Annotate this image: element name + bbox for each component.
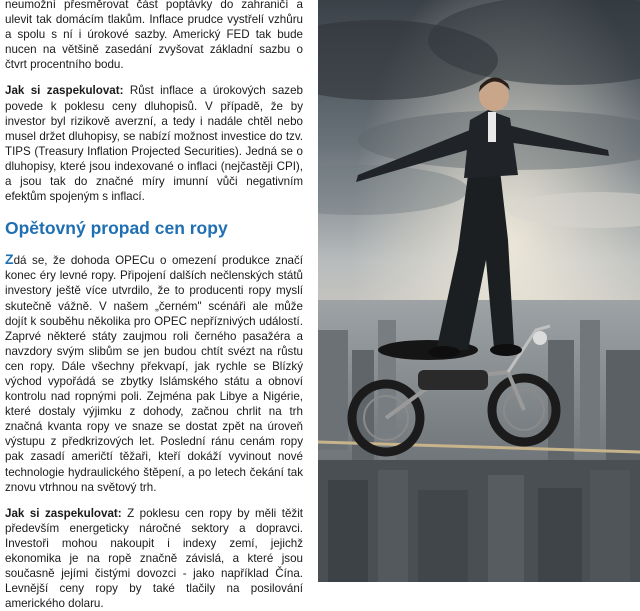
speculate-text-1: Růst inflace a úrokových sazeb povede k poklesu ceny dluhopisů. V případě, že by investor byl rizikově averzní, a tedy i nadále chtěl nebo musel držet dluhopisy, se nabízí možnost investice do tzv. TIPS (Treasury Inflation Projected Securities). Jedná se o dluhopisy, které jsou indexované o inflaci (nejčastěji CPI), a jsou tak do značné míry imunní vůči negativním efektům spojeným s inflací. <box>5 84 303 204</box>
oil-text: dá se, že dohoda OPECu o omezení produkce značí konec éry levné ropy. Připojení dalších nečlenských států investory ještě více utvrdilo, že to producenti ropy myslí skutečně vážně. V našem „černém" scénáři ale může dojít k souběhu několika pro OPEC nepříznivých událostí. Zaprvé některé státy zaujmou roli černého pasažéra a navzdory svým slibům se jen budou chtít svézt na růstu cen ropy. Dále všechny překvapí, jak rychle se Blízký východ vypořádá se zbytky Islámského státu a obnoví kontrolu nad ropnými poli. Zejména pak Libye a Nigérie, které dostaly výjimku z dohody, začnou chrlit na trh značná kvanta ropy ve snaze se dostat zpět na úroveň výstupu z předkrizových let. Poslední ránu cenám ropy pak zasadí američtí těžaři, kteří dokáží vyvinout nové technologie hydraulického štěpení, a po letech čekání tak znovu vtrhnou na světový trh. <box>5 254 303 494</box>
intro-paragraph: neumožní přesměrovat část poptávky do zahraničí a ulevit tak domácím tlakům. Inflace prudce vystřelí vzhůru a spolu s ní i úrokové sazby. Americký FED tak bude nucen na většině zasedání zvyšovat základní sazbu o čtvrt procentního bodu. <box>5 0 303 72</box>
speculate-paragraph-2 <box>5 506 303 611</box>
speculate-paragraph-1 <box>5 83 303 204</box>
speculate-lead-2: Jak si zaspekulovat: <box>5 506 122 520</box>
oil-paragraph <box>5 252 303 495</box>
section-heading: Opětovný propad cen ropy <box>5 218 228 239</box>
speculate-text-2: Z poklesu cen ropy by měli těžit především energeticky náročné sektory a dopravci. Investoři mohou nakoupit i indexy zemí, jejichž ekonomika je na ropě značně závislá, a které jsou současně jejími čistými dovozci - jako například Čína. Levnější ceny ropy by také tlačily na posilování amerického dolaru. <box>5 506 303 611</box>
article-text-column <box>5 0 303 611</box>
article-photo <box>318 0 640 582</box>
speculate-lead-1: Jak si zaspekulovat: <box>5 84 124 98</box>
drop-cap: Z <box>5 251 14 268</box>
